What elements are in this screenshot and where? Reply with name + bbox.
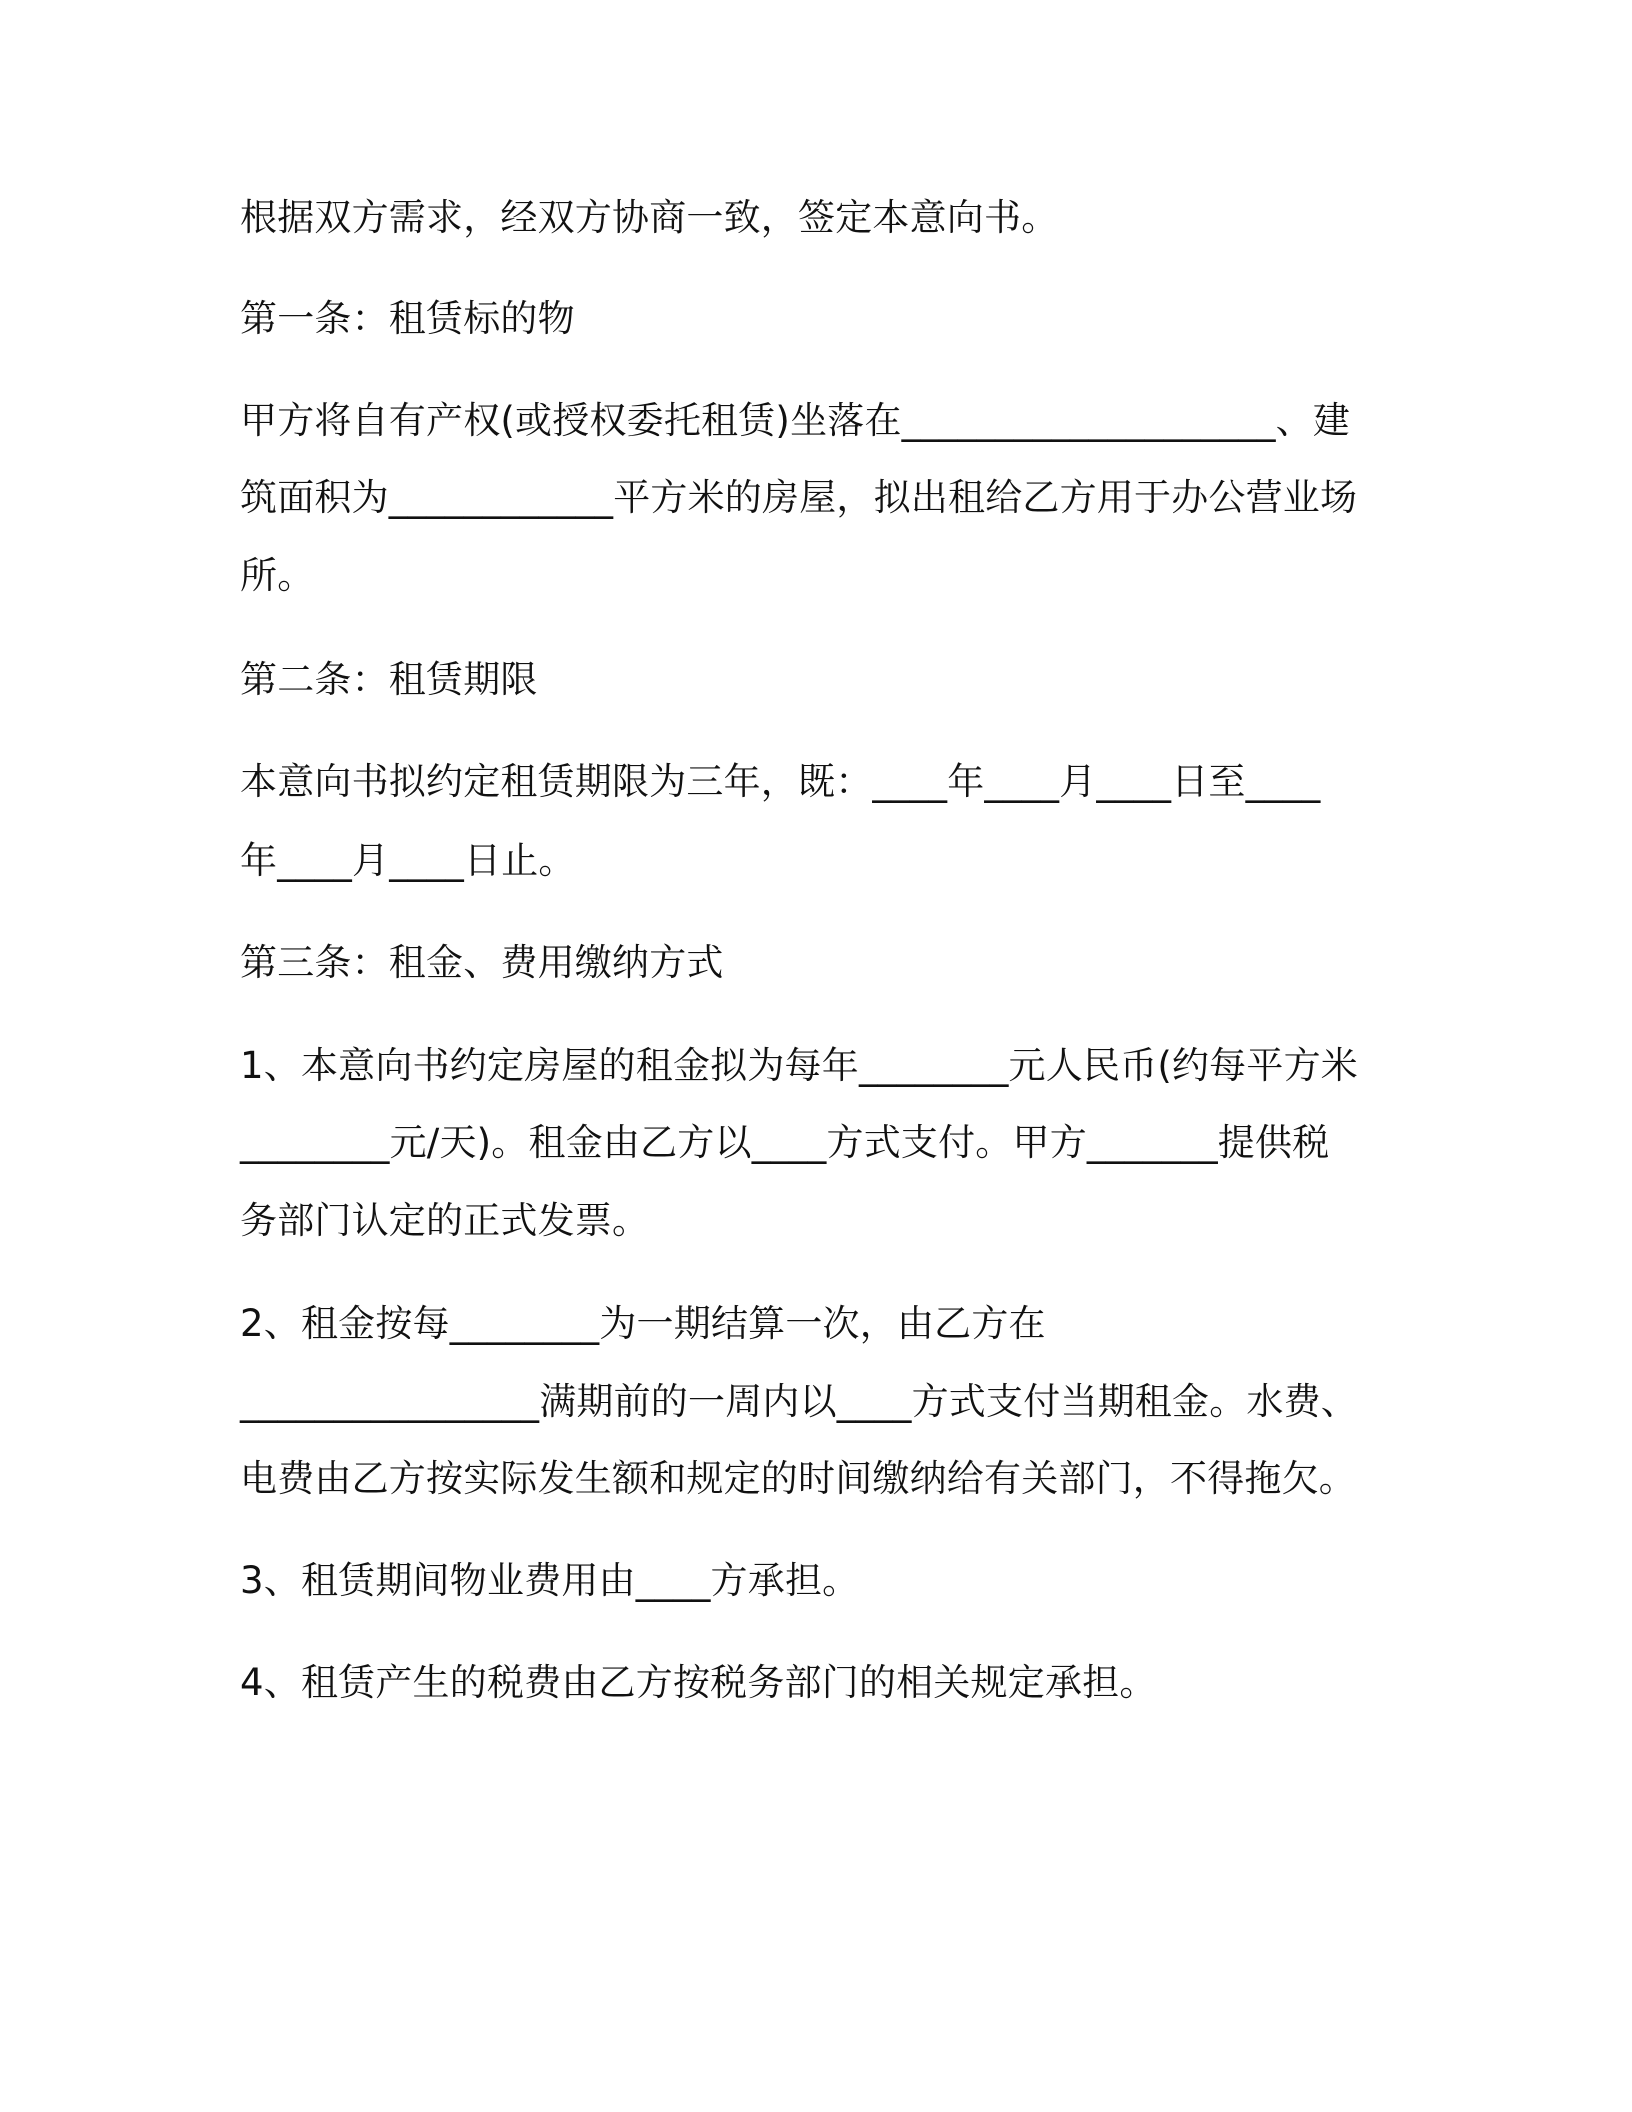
clause-2-line-1: 2、租金按每________为一期结算一次，由乙方在 [240,1302,1046,1345]
clause-1-line-1: 1、本意向书约定房屋的租金拟为每年________元人民币(约每平方米 [240,1044,1358,1087]
article-1-heading: 第一条：租赁标的物 [240,297,575,340]
clause-3: 3、租赁期间物业费用由____方承担。 [240,1559,860,1602]
clause-2-line-3: 电费由乙方按实际发生额和规定的时间缴纳给有关部门，不得拖欠。 [240,1457,1356,1500]
article-2-heading: 第二条：租赁期限 [240,658,538,701]
article-1-text-line-3: 所。 [240,554,315,597]
article-3-heading: 第三条：租金、费用缴纳方式 [240,941,724,984]
intro-paragraph: 根据双方需求，经双方协商一致，签定本意向书。 [240,196,1059,239]
clause-2-line-2: ________________满期前的一周内以____方式支付当期租金。水费、 [240,1380,1358,1423]
article-2-text-line-2: 年____月____日止。 [240,839,576,882]
clause-1-line-2: ________元/天)。租金由乙方以____方式支付。甲方_______提供税 [240,1121,1330,1164]
article-1-text-line-2: 筑面积为____________平方米的房屋，拟出租给乙方用于办公营业场 [240,476,1358,519]
clause-1-line-3: 务部门认定的正式发票。 [240,1199,650,1242]
article-2-text-line-1: 本意向书拟约定租赁期限为三年，既：____年____月____日至____ [240,760,1321,803]
article-1-text-line-1: 甲方将自有产权(或授权委托租赁)坐落在____________________、建 [240,399,1351,442]
clause-4: 4、租赁产生的税费由乙方按税务部门的相关规定承担。 [240,1661,1157,1704]
